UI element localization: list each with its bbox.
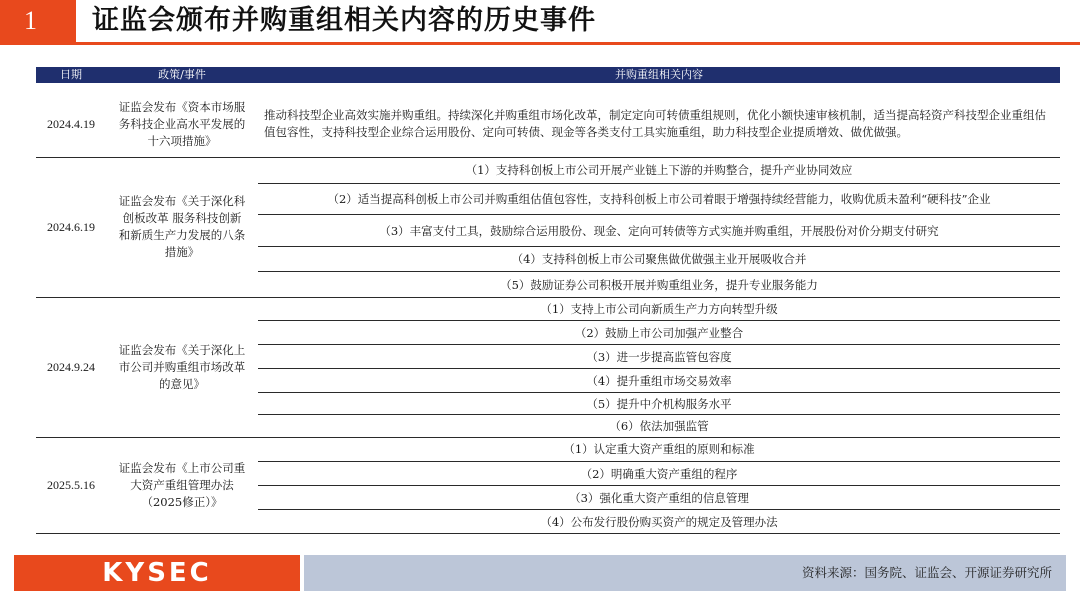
content-row: （6）依法加强监管 [609,419,709,433]
policy-line: 和新质生产力发展的八条 [118,228,246,242]
section-number: 1 [0,0,76,42]
content-row: （4）支持科创板上市公司聚焦做优做强主业开展吸收合并 [511,252,807,266]
policy-line: 证监会发布《关于深化科 [118,194,246,208]
policy-line: 务科技企业高水平发展的 [118,116,246,131]
content-row: （3）丰富支付工具，鼓励综合运用股份、现金、定向可转债等方式实施并购重组，开展股份对价分期支付研究 [379,223,939,238]
content-row: （1）支持科创板上市公司开展产业链上下游的并购整合，提升产业协同效应 [465,163,853,177]
event-policy [106,157,258,297]
event-date: 2024.6.19 [47,219,95,234]
content-row: （2）明确重大资产重组的程序 [580,466,738,481]
page-title: 证监会颁布并购重组相关内容的历史事件 [92,5,596,36]
event-date: 2024.9.24 [47,359,95,374]
content-row: （2）适当提高科创板上市公司并购重组估值包容性，支持科创板上市公司着眼于增强持续经营能力，收购优质未盈利“硬科技”企业 [327,192,991,206]
content-row: （1）支持上市公司向新质生产力方向转型升级 [540,301,778,316]
table-bottom-border [36,533,1060,534]
policy-line: 证监会发布《资本市场服 [118,99,246,114]
policy-line: 的意见》 [159,376,205,391]
header-divider [0,42,1080,45]
policy-line: 市公司并购重组市场改革 [118,359,246,374]
policy-line: 措施》 [164,245,200,259]
policy-line: 十六项措施》 [147,133,217,148]
policy-line: 创板改革 服务科技创新 [122,211,242,225]
policy-line: 证监会发布《上市公司重 [118,460,246,475]
table-row-group [36,437,1060,533]
table-row-group [36,91,1060,157]
column-header-policy: 政策/事件 [158,68,206,81]
content-row: （4）公布发行股份购买资产的规定及管理办法 [540,514,778,529]
content-row: （5）鼓励证券公司积极开展并购重组业务，提升专业服务能力 [500,277,818,292]
event-policy [106,437,258,533]
content-row: （3）进一步提高监管包容度 [586,349,732,364]
content-row: （1）认定重大资产重组的原则和标准 [563,442,755,456]
table-row-group [36,157,1060,297]
content-row: （2）鼓励上市公司加强产业整合 [574,325,744,340]
table-row-group [36,297,1060,437]
logo-text: KYSEC [102,558,212,588]
page-header [0,0,1080,46]
column-header-date: 日期 [60,68,82,81]
content-row: 推动科技型企业高效实施并购重组。持续深化并购重组市场化改革，制定定向可转债重组规则，优化小额快速审核机制，适当提高轻资产科技型企业重组估值包容性，支持科技型企业综合运用股份、定向可转债、现金等各类支付工具实施重组，助力科技型企业提质增效、做优做强。 [264,108,1046,139]
policy-line: 证监会发布《关于深化上 [118,342,246,357]
footer-bar [304,555,1066,591]
table-header [36,67,1060,83]
event-policy [106,297,258,437]
policy-line: 大资产重组管理办法 [130,477,234,492]
event-policy [106,91,258,157]
column-header-content: 并购重组相关内容 [615,68,703,81]
source-note: 资料来源：国务院、证监会、开源证券研究所 [801,565,1052,580]
kysec-logo [14,555,300,591]
content-row: （5）提升中介机构服务水平 [586,396,732,411]
policy-line: （2025修正）》 [141,494,223,509]
content-row: （4）提升重组市场交易效率 [586,373,732,388]
event-date: 2024.4.19 [47,116,95,131]
event-date: 2025.5.16 [47,477,95,492]
content-row: （3）强化重大资产重组的信息管理 [569,490,749,505]
